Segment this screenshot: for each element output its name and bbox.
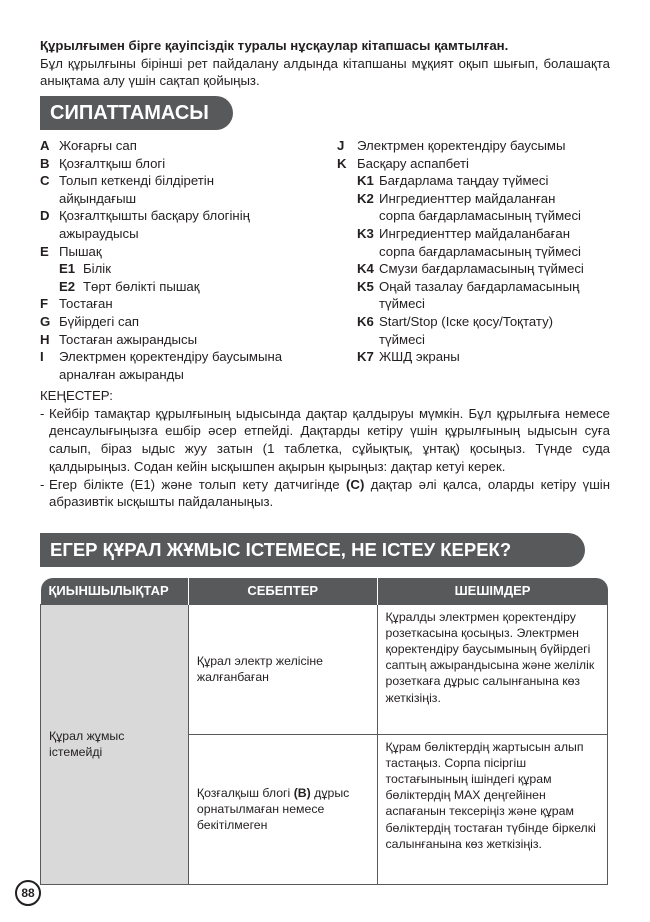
component-label: Қозғалтқыш блогі: [59, 155, 166, 171]
component-item: [40, 207, 330, 242]
component-item: [40, 278, 330, 296]
intro-heading: Құрылғымен бірге қауіпсіздік туралы нұсқаулар кітапшасы қамтылған.: [40, 38, 509, 53]
component-item: [40, 260, 330, 278]
component-key: D: [40, 208, 50, 224]
troubleshoot-title: ЕГЕР ҚҰРАЛ ЖҰМЫС ІСТЕМЕСЕ, НЕ ІСТЕУ КЕРЕК?: [40, 533, 585, 567]
table-row: [41, 604, 608, 734]
header-problems: ҚИЫНШЫЛЫҚТАР: [41, 578, 189, 604]
tip-dash: -: [40, 476, 45, 492]
cause-cell: Қозғалқыш блогі (B) дұрыс орнатылмаған немесе бекітілмеген: [188, 734, 377, 884]
component-label: Төрт бөлікті пышақ: [83, 278, 200, 294]
component-item: [337, 313, 612, 348]
component-item: [337, 278, 612, 313]
component-key: E: [40, 243, 49, 259]
component-label: Смузи бағдарламасының түймесі: [379, 261, 584, 277]
component-label: ажыраудысы: [59, 225, 139, 241]
component-key: B: [40, 155, 50, 171]
component-label: Жоғарғы сап: [59, 138, 137, 153]
header-causes: СЕБЕПТЕР: [188, 578, 377, 604]
component-item: [40, 172, 330, 207]
tip-text: Кейбір тамақтар құрылғының ыдысында дақтар қалдыруы мүмкін. Бұл құрылғыға немесе денсаулығыңызға ешбір әсер етпейді. Дақтарды кетіру үшін құрылғының ыдысын суға салып, біраз ыдыс жуу затын (1 таблетка, сұйықтық, ұнтақ) қосыңыз. Түнде суда қалдырыңыз. Содан кейін ысқышпен ақырын қырыңыз: дақтар кетуі керек.: [49, 405, 610, 474]
component-key: A: [40, 138, 50, 153]
component-key: I: [40, 349, 44, 365]
component-item: [337, 155, 612, 173]
tip-text-end: дақтар әлі қалса, оларды кетіру үшін абразивтік ысқышты пайдаланыңыз.: [49, 476, 611, 510]
component-item: [40, 155, 330, 173]
description-right-list: [337, 137, 612, 366]
component-label: Бүйірдегі сап: [59, 313, 140, 329]
component-key: C: [40, 173, 50, 189]
tip-item: [40, 476, 610, 511]
component-label: Ингредиенттер майдаланған: [379, 190, 556, 206]
header-solutions: ШЕШІМДЕР: [377, 578, 607, 604]
intro: [40, 37, 610, 90]
component-label: Ингредиенттер майдаланбаған: [379, 225, 571, 241]
tips-heading: КЕҢЕСТЕР:: [40, 388, 113, 403]
component-item: [337, 190, 612, 225]
component-label: сорпа бағдарламасының түймесі: [379, 208, 581, 224]
component-key: K1: [357, 173, 374, 189]
component-item: [337, 225, 612, 260]
component-key: K: [337, 155, 347, 171]
component-key: E2: [59, 278, 76, 294]
component-key: K3: [357, 225, 374, 241]
component-key: J: [337, 138, 345, 153]
component-key: K4: [357, 261, 374, 277]
page-number: 88: [15, 880, 41, 906]
component-label: Басқару аспапбеті: [357, 155, 469, 171]
component-label: Бағдарлама таңдау түймесі: [379, 173, 549, 189]
component-label: түймесі: [379, 296, 425, 312]
component-item: [40, 243, 330, 261]
intro-text: Бұл құрылғыны бірінші рет пайдалану алдында кітапшаны мұқият оқып шығып, болашақта анықтама алу үшін сақтап қойыңыз.: [40, 55, 610, 88]
component-key: H: [40, 331, 50, 347]
cause-cell: Құрал электр желісіне жалғанбаған: [188, 604, 377, 734]
component-key: K5: [357, 278, 374, 294]
problem-cell: Құрал жұмыс істемейді: [41, 604, 189, 884]
component-item: [40, 137, 330, 155]
component-key: F: [40, 296, 49, 312]
solution-cell: Құралды электрмен қоректендіру розеткасына қосыңыз. Электрмен қоректендіру баусымының бүйірдегі саптың ажырандысына және желілік розеткаға дұрыс салынғанына көз жеткізіңіз.: [377, 604, 607, 734]
component-label: Қозғалтқышты басқару блогінің: [59, 208, 250, 224]
troubleshoot-table: [40, 578, 608, 885]
component-item: [337, 348, 612, 366]
component-key: G: [40, 313, 51, 329]
component-label: түймесі: [379, 331, 425, 347]
solution-cell: Құрам бөліктердің жартысын алып тастаңыз. Сорпа пісіргіш тостағынының ішіндегі құрам бөліктердің MAX деңгейінен аспағанын тексеріңіз және құрам бөліктердің тостаған түбінде біркелкі салынғанына көз жеткізіңіз.: [377, 734, 607, 884]
component-item: [40, 295, 330, 313]
description-title: СИПАТТАМАСЫ: [40, 96, 233, 130]
component-label: Тостаған ажырандысы: [59, 331, 198, 347]
tips-section: [40, 387, 610, 511]
component-label: Толып кеткенді білдіретін: [59, 173, 215, 189]
component-key: K6: [357, 313, 374, 329]
component-label: Электрмен қоректендіру баусымы: [357, 138, 566, 153]
component-item: [40, 348, 330, 383]
component-label: Оңай тазалау бағдарламасының: [379, 278, 580, 294]
component-label: айқындағыш: [59, 190, 137, 206]
tip-item: [40, 405, 610, 476]
tip-dash: -: [40, 405, 45, 421]
component-item: [40, 313, 330, 331]
tip-text: Егер білікте (E1) және толып кету датчигінде: [49, 476, 347, 492]
component-label: Электрмен қоректендіру баусымына: [59, 349, 283, 365]
component-label: Білік: [83, 261, 111, 277]
component-key: K7: [357, 349, 374, 365]
component-item: [40, 331, 330, 349]
component-label: сорпа бағдарламасының түймесі: [379, 243, 581, 259]
component-label: Тостаған: [59, 296, 113, 312]
component-label: Пышақ: [59, 243, 102, 259]
tip-text-bold: (C): [346, 476, 365, 492]
component-key: E1: [59, 261, 76, 277]
component-item: [337, 172, 612, 190]
component-item: [337, 137, 612, 155]
component-item: [337, 260, 612, 278]
component-label: Start/Stop (Іске қосу/Тоқтату): [379, 313, 554, 329]
description-left-list: [40, 137, 330, 383]
component-label: арналған ажыранды: [59, 366, 184, 382]
component-key: K2: [357, 190, 374, 206]
component-label: ЖШД экраны: [379, 349, 460, 365]
